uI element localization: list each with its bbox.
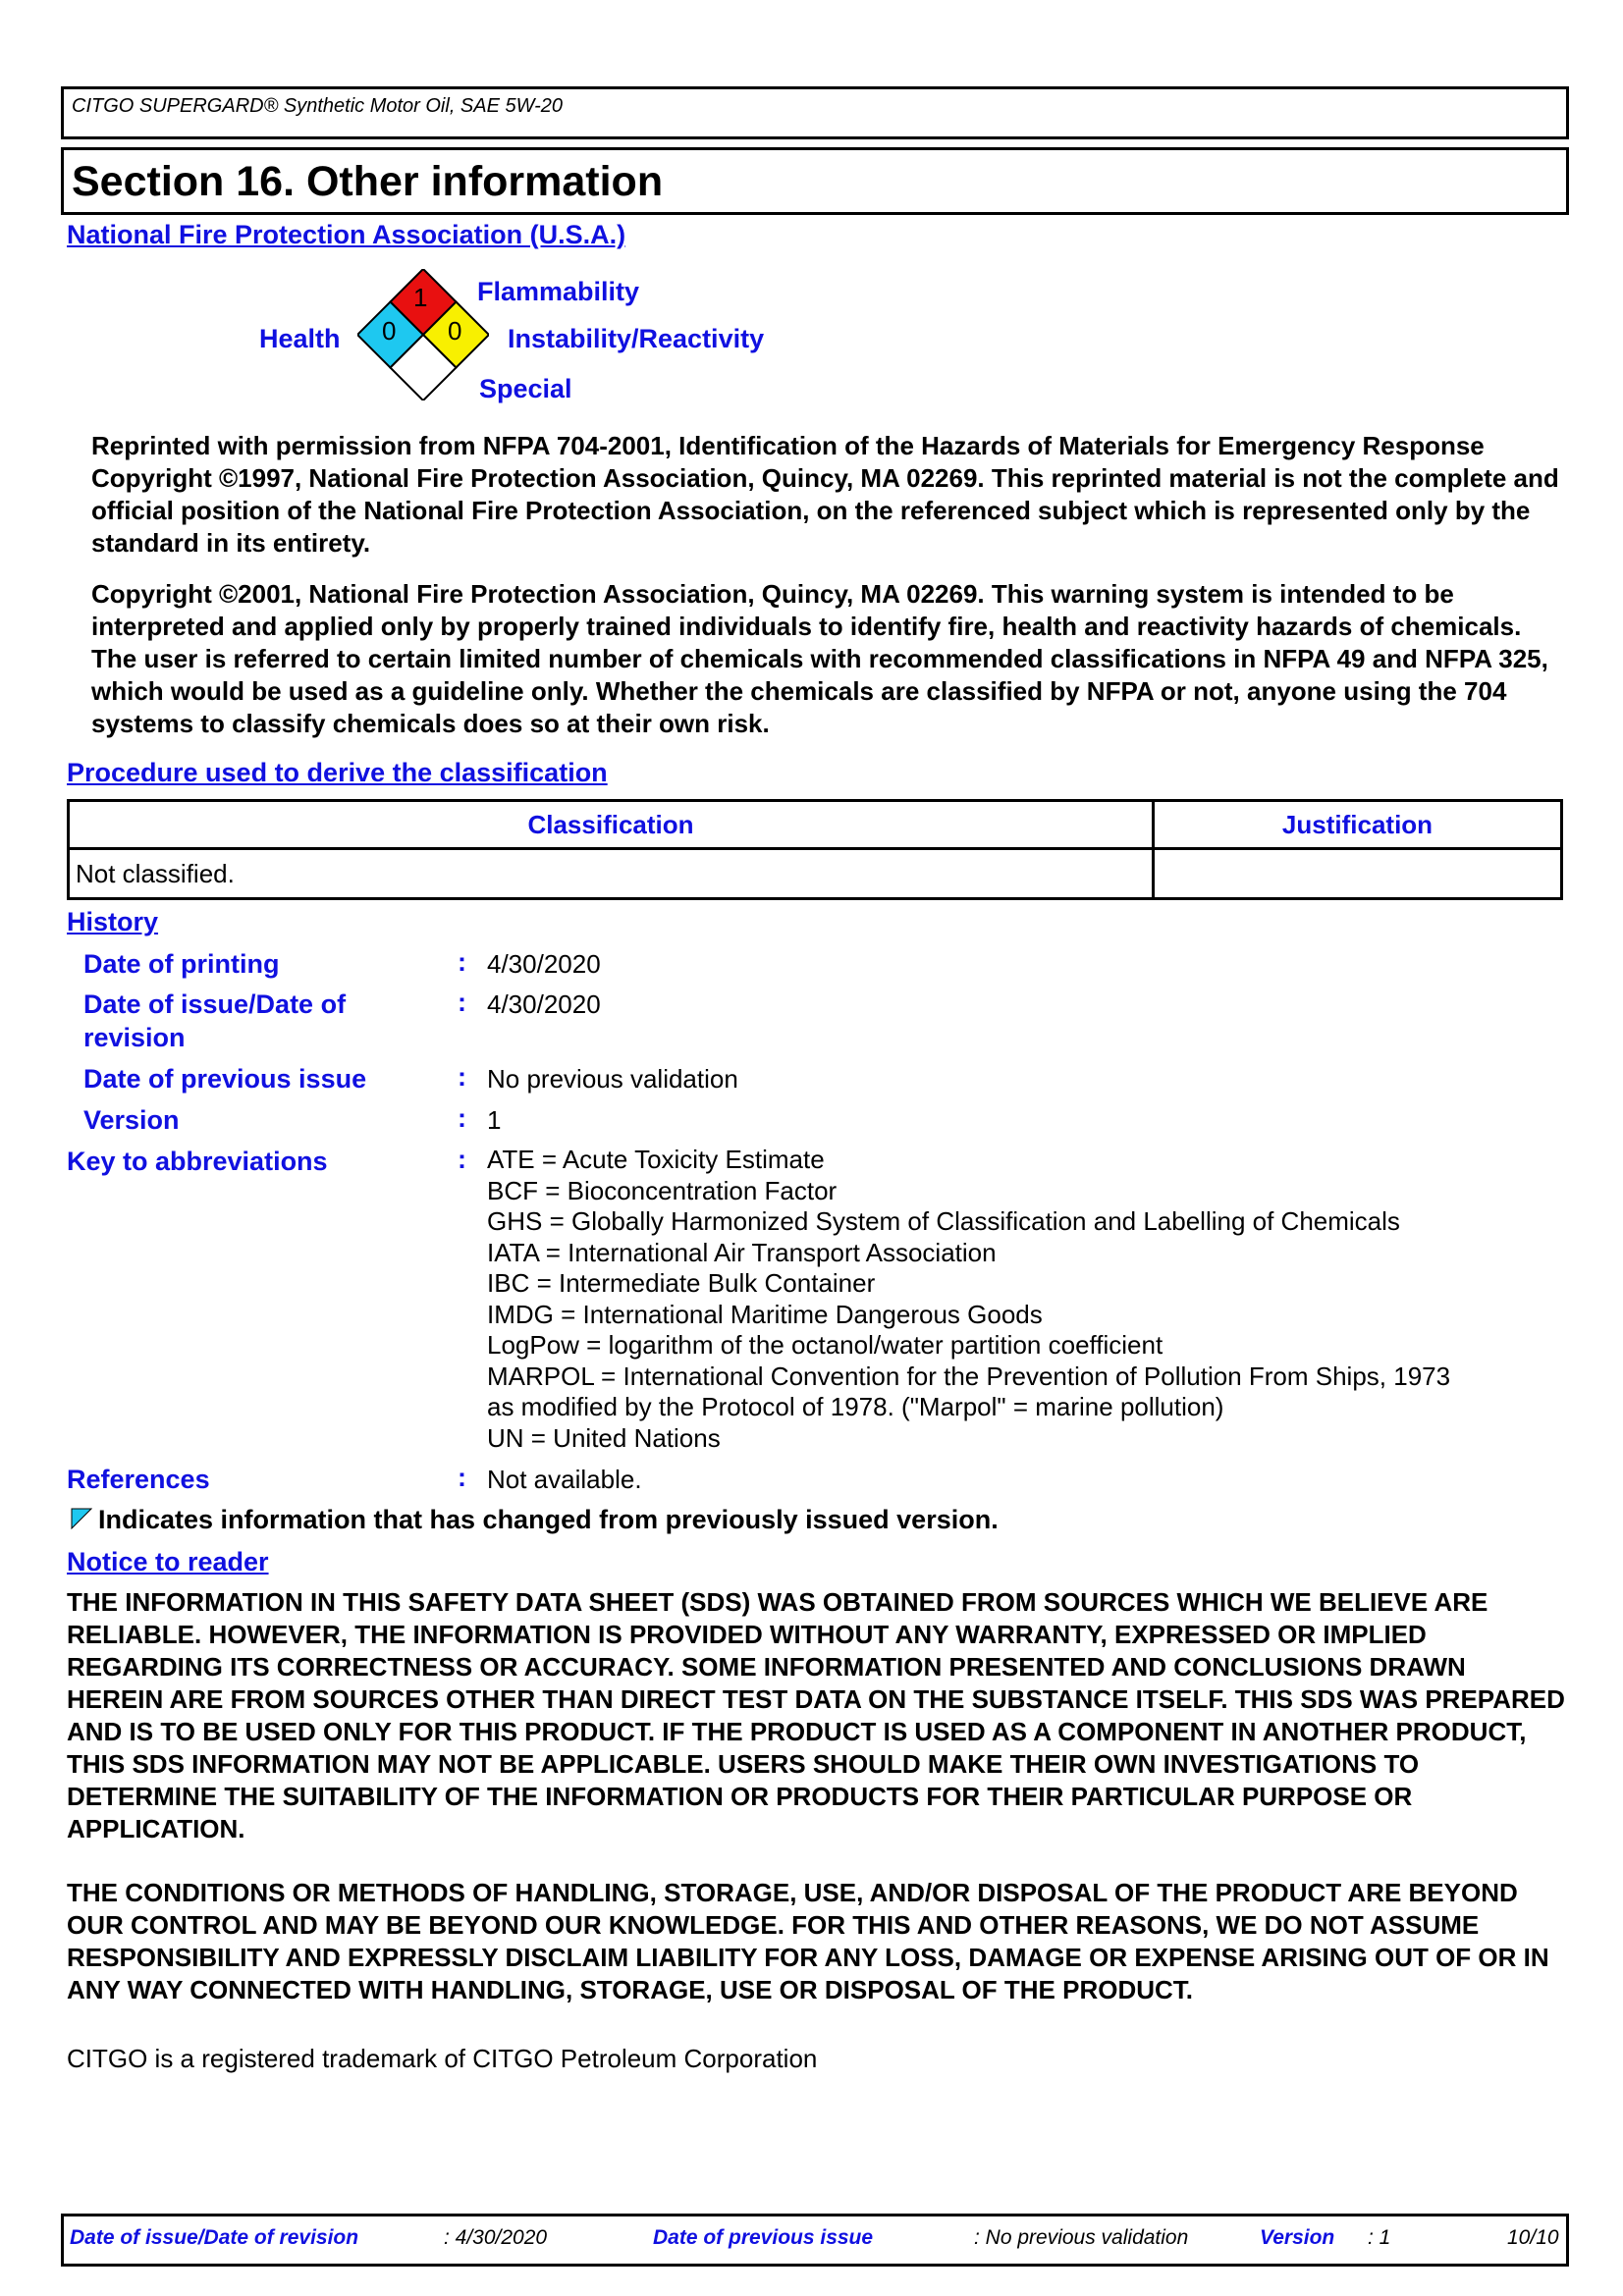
change-indicator-text: Indicates information that has changed from previously issued version. — [98, 1505, 999, 1534]
abbreviations-list — [487, 1145, 1450, 1454]
document-footer — [61, 2214, 1569, 2267]
column-header-classification: Classification — [69, 801, 1154, 849]
changed-info-icon — [71, 1508, 92, 1529]
date-of-previous-issue-label: Date of previous issue — [83, 1064, 367, 1094]
abbreviation-item: IBC = Intermediate Bulk Container — [487, 1268, 876, 1298]
history-heading-link[interactable]: History — [67, 907, 159, 936]
health-label: Health — [259, 324, 341, 353]
section-title: Section 16. Other information — [72, 158, 664, 205]
abbreviation-item: IATA = International Air Transport Association — [487, 1237, 997, 1267]
instability-label: Instability/Reactivity — [508, 324, 765, 353]
procedure-heading-link[interactable]: Procedure used to derive the classification — [67, 758, 608, 787]
key-to-abbreviations-label: Key to abbreviations — [67, 1147, 328, 1176]
date-of-issue-label: Date of issue/Date of revision — [83, 989, 347, 1052]
date-of-printing-label: Date of printing — [83, 949, 280, 979]
health-rating: 0 — [382, 316, 397, 346]
flammability-rating: 1 — [413, 283, 428, 312]
abbreviation-item: GHS = Globally Harmonized System of Classification and Labelling of Chemicals — [487, 1206, 1400, 1236]
references-label: References — [67, 1465, 210, 1494]
column-header-justification: Justification — [1154, 801, 1562, 849]
abbreviation-item: BCF = Bioconcentration Factor — [487, 1175, 838, 1205]
special-label: Special — [479, 374, 572, 403]
abbreviation-item: ATE = Acute Toxicity Estimate — [487, 1145, 825, 1174]
colon: : — [458, 1103, 466, 1133]
page-number: 10/10 — [1507, 2226, 1559, 2249]
table-row — [69, 849, 1562, 899]
abbreviation-item: IMDG = International Maritime Dangerous Goods — [487, 1299, 1043, 1329]
abbreviation-item: LogPow = logarithm of the octanol/water partition coefficient — [487, 1330, 1163, 1360]
notice-paragraph-2: THE CONDITIONS OR METHODS OF HANDLING, STORAGE, USE, AND/OR DISPOSAL OF THE PRODUCT ARE BEYOND OUR CONTROL AND MAY BE BEYOND OUR KNOWLEDGE. FOR THIS AND OTHER REASONS, WE DO NOT ASSUME RESPONSIBILITY AND EXPRESSLY DISCLAIM LIABILITY FOR ANY LOSS, DAMAGE OR EXPENSE ARISING OUT OF OR IN ANY WAY CONNECTED WITH HANDLING, STORAGE, USE OR DISPOSAL OF THE PRODUCT. — [67, 1878, 1549, 2004]
trademark-notice: CITGO is a registered trademark of CITGO Petroleum Corporation — [67, 2044, 818, 2073]
instability-rating: 0 — [448, 316, 462, 346]
footer-previous-issue-label: Date of previous issue — [653, 2226, 874, 2249]
version-label: Version — [83, 1105, 180, 1135]
footer-previous-issue-value: : No previous validation — [974, 2226, 1189, 2249]
abbreviation-item: MARPOL = International Convention for the Prevention of Pollution From Ships, 1973 — [487, 1361, 1451, 1391]
nfpa-diamond — [357, 269, 489, 400]
footer-issue-value: : 4/30/2020 — [444, 2226, 548, 2249]
abbreviation-item: UN = United Nations — [487, 1422, 721, 1453]
date-of-previous-issue-value: No previous validation — [487, 1064, 738, 1094]
colon: : — [458, 1062, 466, 1092]
nfpa-heading-link[interactable]: National Fire Protection Association (U.S.A.) — [67, 220, 626, 249]
notice-paragraph-1: THE INFORMATION IN THIS SAFETY DATA SHEET (SDS) WAS OBTAINED FROM SOURCES WHICH WE BELIEVE ARE RELIABLE. HOWEVER, THE INFORMATION IS PROVIDED WITHOUT ANY WARRANTY, EXPRESSED OR IMPLIED REGARDING ITS CORRECTNESS OR ACCURACY. SOME INFORMATION PRESENTED AND CONCLUSIONS DRAWN HEREIN ARE FROM SOURCES OTHER THAN DIRECT TEST DATA ON THE SUBSTANCE ITSELF. THIS SDS WAS PREPARED AND IS TO BE USED ONLY FOR THIS PRODUCT. IF THE PRODUCT IS USED AS A COMPONENT IN ANOTHER PRODUCT, THIS SDS INFORMATION MAY NOT BE APPLICABLE. USERS SHOULD MAKE THEIR OWN INVESTIGATIONS TO DETERMINE THE SUITABILITY OF THE INFORMATION OR PRODUCTS FOR THEIR PARTICULAR PURPOSE OR APPLICATION. — [67, 1587, 1565, 1843]
references-value: Not available. — [487, 1465, 642, 1494]
date-of-printing-value: 4/30/2020 — [487, 949, 601, 979]
nfpa-reprint-notice: Reprinted with permission from NFPA 704-2001, Identification of the Hazards of Materials for Emergency Response Copyright ©1997, National Fire Protection Association, Quincy, MA 02269. This reprinted material is not the complete and official position of the National Fire Protection Association, on the referenced subject which is represented only by the standard in its entirety. — [91, 431, 1559, 558]
colon: : — [458, 1463, 466, 1492]
footer-version-value: : 1 — [1368, 2226, 1391, 2249]
classification-cell: Not classified. — [69, 849, 1154, 899]
classification-table — [67, 799, 1563, 900]
flammability-label: Flammability — [477, 277, 640, 306]
section-title-box — [61, 147, 1569, 215]
version-value: 1 — [487, 1105, 502, 1135]
document-header — [61, 86, 1569, 139]
notice-to-reader-heading-link[interactable]: Notice to reader — [67, 1547, 269, 1576]
footer-issue-label: Date of issue/Date of revision — [70, 2226, 359, 2249]
nfpa-copyright-notice: Copyright ©2001, National Fire Protection Association, Quincy, MA 02269. This warning system is intended to be interpreted and applied only by properly trained individuals to identify fire, health and reactivity hazards of chemicals. The user is referred to certain limited number of chemicals with recommended classifications in NFPA 49 and NFPA 325, which would be used as a guideline only. Whether the chemicals are classified by NFPA or not, anyone using the 704 systems to classify chemicals does so at their own risk. — [91, 579, 1548, 738]
abbreviation-item: as modified by the Protocol of 1978. ("Marpol" = marine pollution) — [487, 1392, 1224, 1421]
colon: : — [458, 1145, 466, 1174]
colon: : — [458, 947, 466, 977]
product-name: CITGO SUPERGARD® Synthetic Motor Oil, SAE 5W-20 — [72, 95, 564, 117]
footer-version-label: Version — [1260, 2226, 1335, 2249]
table-header-row — [69, 801, 1562, 849]
colon: : — [458, 988, 466, 1017]
justification-cell — [1154, 849, 1562, 899]
date-of-issue-value: 4/30/2020 — [487, 989, 601, 1019]
